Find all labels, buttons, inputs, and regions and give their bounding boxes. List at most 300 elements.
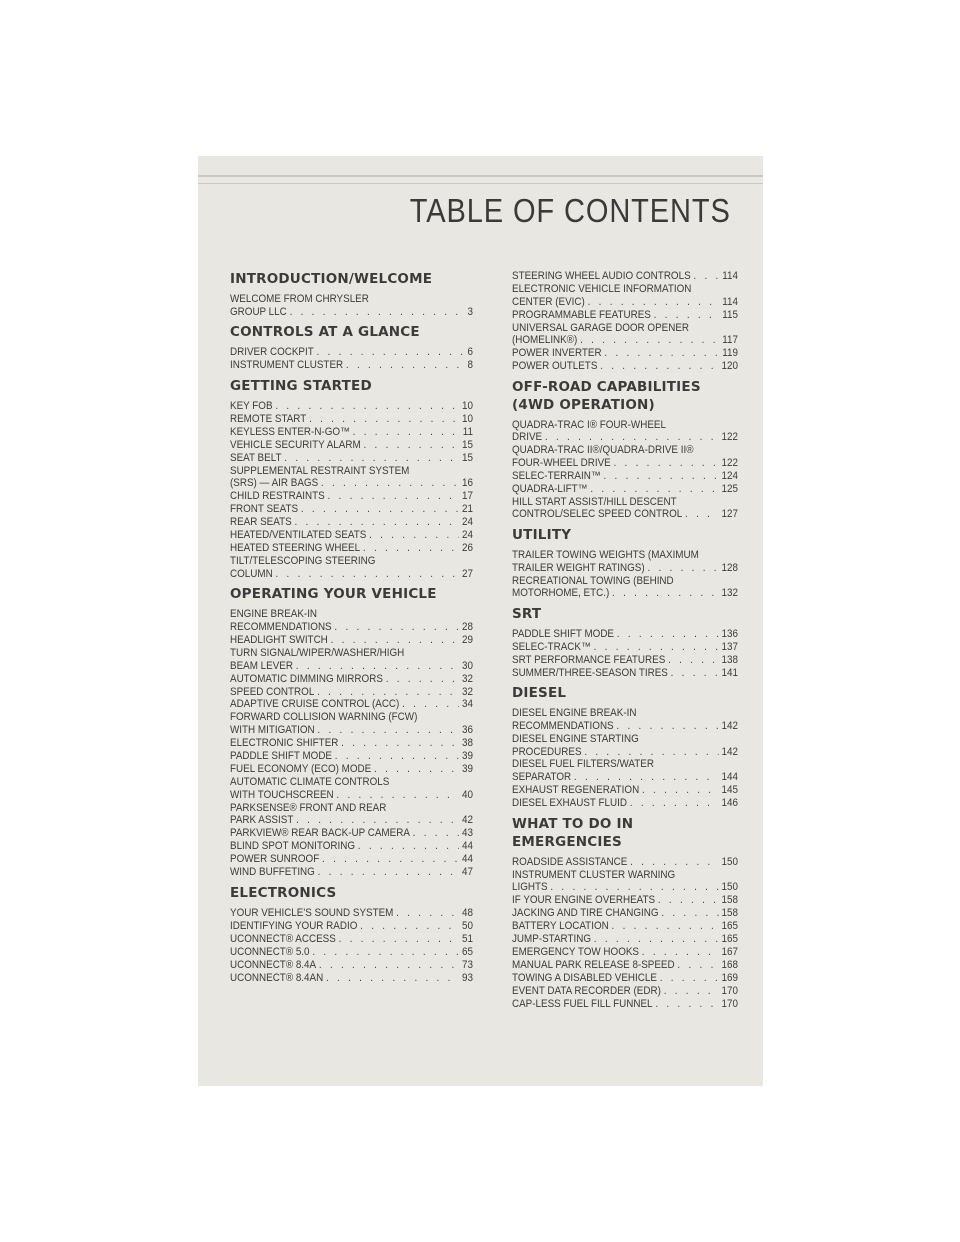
dot-leader [600, 360, 719, 373]
page-number: 26 [461, 542, 473, 555]
dot-leader [658, 894, 719, 907]
entry-title: FRONT SEATS [230, 503, 299, 516]
dot-leader [630, 797, 719, 810]
toc-entry[interactable] [512, 733, 738, 758]
dot-leader [317, 346, 465, 359]
dot-leader [671, 667, 719, 680]
entry-title: WITH TOUCHSCREEN [230, 788, 334, 801]
entry-title: UCONNECT® 8.4AN [230, 971, 324, 984]
dot-leader [630, 856, 719, 869]
toc-entry[interactable] [512, 933, 738, 946]
page-number: 10 [461, 412, 473, 425]
page-number: 127 [721, 508, 738, 521]
dot-leader [294, 516, 459, 529]
toc-entry[interactable] [512, 575, 738, 600]
page-number: 27 [461, 567, 473, 580]
entry-title: PARK ASSIST [230, 814, 294, 827]
page-number: 6 [467, 346, 473, 359]
toc-entry[interactable] [512, 667, 738, 680]
entry-title-line: PARKSENSE® FRONT AND REAR [230, 801, 387, 814]
toc-entry[interactable] [230, 673, 473, 686]
section-heading: SRT [512, 605, 542, 622]
toc-entry[interactable] [512, 894, 738, 907]
entry-title-line: TRAILER TOWING WEIGHTS (MAXIMUM [512, 549, 699, 562]
dot-leader [545, 431, 719, 444]
page-number: 28 [461, 620, 473, 633]
entry-title: ADAPTIVE CRUISE CONTROL (ACC) [230, 698, 400, 711]
top-rule [198, 175, 763, 177]
dot-leader [664, 985, 719, 998]
entry-title: WITH MITIGATION [230, 724, 315, 737]
section-heading: CONTROLS AT A GLANCE [230, 324, 420, 341]
page-number: 8 [467, 359, 473, 372]
toc-entry[interactable] [512, 907, 738, 920]
entry-title: HEADLIGHT SWITCH [230, 633, 328, 646]
entry-title-line: ELECTRONIC VEHICLE INFORMATION [512, 282, 692, 295]
page-number: 119 [722, 347, 738, 360]
page-number: 16 [461, 477, 473, 490]
page-number: 48 [461, 906, 473, 919]
entry-title: POWER INVERTER [512, 347, 602, 360]
page-number: 24 [461, 529, 473, 542]
entry-title: DIESEL EXHAUST FLUID [512, 797, 627, 810]
page-number: 73 [461, 958, 473, 971]
toc-entry[interactable] [230, 439, 473, 452]
entry-title-line: UNIVERSAL GARAGE DOOR OPENER [512, 321, 690, 334]
dot-leader [326, 972, 459, 985]
entry-title-line: DIESEL ENGINE BREAK-IN [512, 707, 637, 720]
toc-section [230, 585, 473, 878]
toc-section [512, 684, 738, 809]
page-title: TABLE OF CONTENTS [410, 192, 731, 229]
page-number: 137 [721, 640, 738, 653]
entry-title: (HOMELINK®) [512, 334, 578, 347]
dot-leader [661, 907, 718, 920]
dot-leader [336, 789, 459, 802]
toc-section [512, 605, 738, 680]
page-number: 39 [461, 763, 473, 776]
page-number: 51 [461, 932, 473, 945]
page-number: 122 [721, 431, 738, 444]
toc-entry[interactable] [512, 972, 738, 985]
entry-title: INSTRUMENT CLUSTER [230, 359, 344, 372]
entry-title: RECOMMENDATIONS [512, 719, 614, 732]
page-number: 170 [721, 985, 738, 998]
page-number: 170 [721, 998, 738, 1011]
dot-leader [677, 959, 718, 972]
page-number: 150 [721, 881, 738, 894]
section-heading: OPERATING YOUR VEHICLE [230, 586, 437, 603]
dot-leader [328, 490, 460, 503]
section-heading: ELECTRONICS [230, 884, 337, 901]
page-number: 117 [722, 334, 738, 347]
entry-title: GROUP LLC [230, 305, 287, 318]
page-number: 40 [461, 788, 473, 801]
dot-leader [275, 568, 459, 581]
toc-section [512, 378, 738, 521]
toc-entry[interactable] [512, 654, 738, 667]
dot-leader [660, 972, 719, 985]
page-number: 132 [721, 587, 738, 600]
page-number: 17 [461, 490, 473, 503]
entry-title: IF YOUR ENGINE OVERHEATS [512, 894, 656, 907]
page-number: 30 [461, 659, 473, 672]
page-number: 165 [721, 920, 738, 933]
toc-entry[interactable] [230, 776, 473, 801]
page-number: 124 [721, 469, 738, 482]
toc-entry[interactable] [512, 549, 738, 574]
toc-entry[interactable] [230, 933, 473, 946]
toc-entry[interactable] [512, 998, 738, 1011]
entry-title: FOUR-WHEEL DRIVE [512, 456, 611, 469]
entry-title: PROGRAMMABLE FEATURES [512, 308, 651, 321]
section-heading: INTRODUCTION/WELCOME [230, 271, 433, 287]
dot-leader [363, 542, 459, 555]
dot-leader [346, 359, 465, 372]
dot-leader [642, 946, 719, 959]
page-number: 38 [461, 737, 473, 750]
page-number: 115 [722, 308, 738, 321]
dot-leader [312, 946, 459, 959]
entry-title: HEATED STEERING WHEEL [230, 542, 361, 555]
dot-leader [360, 920, 459, 933]
entry-title-line: TURN SIGNAL/WIPER/WASHER/HIGH [230, 646, 405, 659]
toc-section [512, 526, 738, 600]
toc-entry[interactable] [230, 711, 473, 736]
toc-entry[interactable] [512, 641, 738, 654]
page-number: 145 [721, 784, 738, 797]
toc-entry[interactable] [512, 309, 738, 322]
entry-title-line: HILL START ASSIST/HILL DESCENT [512, 495, 677, 508]
toc-entry[interactable] [230, 959, 473, 972]
dot-leader [413, 827, 459, 840]
toc-entry[interactable] [230, 529, 473, 542]
section-heading: WHAT TO DO IN EMERGENCIES [512, 815, 634, 850]
toc-entry[interactable] [230, 853, 473, 866]
dot-leader [693, 270, 719, 283]
section-heading: UTILITY [512, 527, 572, 544]
entry-title: SELEC-TERRAIN™ [512, 469, 601, 482]
entry-title-line: TILT/TELESCOPING STEERING [230, 555, 376, 568]
entry-title-line: AUTOMATIC CLIMATE CONTROLS [230, 776, 390, 788]
entry-title: JACKING AND TIRE CHANGING [512, 907, 659, 920]
entry-title: TOWING A DISABLED VEHICLE [512, 972, 657, 985]
entry-title: SRT PERFORMANCE FEATURES [512, 653, 666, 666]
page-number: 138 [721, 653, 738, 666]
section-heading: OFF-ROAD CAPABILITIES (4WD OPERATION) [512, 378, 701, 413]
entry-title: KEY FOB [230, 399, 273, 412]
dot-leader [296, 814, 459, 827]
entry-title: SPEED CONTROL [230, 685, 315, 698]
toc-entry[interactable] [230, 555, 473, 580]
toc-entry[interactable] [512, 707, 738, 732]
toc-entry[interactable] [230, 972, 473, 985]
entry-title: BEAM LEVER [230, 659, 293, 672]
dot-leader [574, 771, 719, 784]
dot-leader [654, 309, 720, 322]
toc-entry[interactable] [230, 946, 473, 959]
page-number: 42 [461, 814, 473, 827]
entry-title: ROADSIDE ASSISTANCE [512, 855, 628, 868]
entry-title: BATTERY LOCATION [512, 920, 609, 933]
page-number: 29 [461, 633, 473, 646]
entry-title: AUTOMATIC DIMMING MIRRORS [230, 672, 383, 685]
page-number: 32 [461, 685, 473, 698]
entry-title: COLUMN [230, 567, 273, 580]
page-number: 142 [721, 745, 738, 758]
section-heading: DIESEL [512, 685, 567, 702]
page-number: 168 [721, 959, 738, 972]
toc-column-right [512, 270, 738, 1016]
entry-title: POWER SUNROOF [230, 853, 320, 866]
entry-title: REAR SEATS [230, 516, 292, 529]
page-number: 32 [461, 672, 473, 685]
toc-entry[interactable] [230, 400, 473, 413]
entry-title: PADDLE SHIFT MODE [512, 627, 615, 640]
entry-title: MOTORHOME, ETC.) [512, 587, 610, 600]
toc-section [230, 270, 473, 318]
toc-entry[interactable] [512, 419, 738, 444]
toc-section [230, 884, 473, 985]
toc-entry[interactable] [512, 758, 738, 783]
entry-title: VEHICLE SECURITY ALARM [230, 438, 361, 451]
toc-page [198, 156, 763, 1086]
dot-leader [588, 296, 720, 309]
entry-title: FUEL ECONOMY (ECO) MODE [230, 763, 372, 776]
page-number: 144 [721, 771, 738, 784]
dot-leader [616, 720, 718, 733]
page-number: 146 [721, 797, 738, 810]
entry-title: WIND BUFFETING [230, 866, 315, 879]
dot-leader [319, 959, 459, 972]
page-number: 50 [461, 919, 473, 932]
page-number: 34 [461, 698, 473, 711]
toc-entry[interactable] [230, 293, 473, 318]
toc-entry[interactable] [230, 426, 473, 439]
dot-leader [374, 763, 459, 776]
entry-title-line: DIESEL ENGINE STARTING [512, 732, 639, 745]
entry-title: CAP-LESS FUEL FILL FUNNEL [512, 998, 653, 1011]
entry-title: UCONNECT® 5.0 [230, 945, 310, 958]
entry-title-line: QUADRA-TRAC I® FOUR-WHEEL [512, 418, 666, 431]
entry-title: BLIND SPOT MONITORING [230, 840, 355, 853]
entry-title-line: DIESEL FUEL FILTERS/WATER [512, 758, 654, 771]
entry-title: SELEC-TRACK™ [512, 640, 591, 653]
dot-leader [590, 483, 718, 496]
page-number: 24 [461, 516, 473, 529]
page-number: 165 [721, 933, 738, 946]
toc-entry[interactable] [230, 802, 473, 827]
toc-entry[interactable] [512, 283, 738, 308]
dot-leader [321, 477, 459, 490]
dot-leader [317, 686, 459, 699]
entry-title: EVENT DATA RECORDER (EDR) [512, 985, 661, 998]
page-number: 167 [721, 946, 738, 959]
page-number: 150 [721, 855, 738, 868]
entry-title: RECOMMENDATIONS [230, 620, 332, 633]
page-number: 93 [461, 971, 473, 984]
entry-title: (SRS) — AIR BAGS [230, 477, 319, 490]
page-number: 43 [461, 827, 473, 840]
dot-leader [296, 660, 459, 673]
dot-leader [331, 634, 460, 647]
entry-title: YOUR VEHICLE'S SOUND SYSTEM [230, 906, 394, 919]
toc-entry[interactable] [230, 907, 473, 920]
toc-entry[interactable] [230, 866, 473, 879]
entry-title-line: ENGINE BREAK-IN [230, 608, 318, 621]
page-number: 39 [461, 750, 473, 763]
dot-leader [369, 529, 459, 542]
page-number: 114 [722, 295, 738, 308]
toc-entry[interactable] [230, 359, 473, 372]
toc-entry[interactable] [230, 634, 473, 647]
toc-entry[interactable] [512, 444, 738, 469]
dot-leader [612, 920, 719, 933]
toc-entry[interactable] [230, 542, 473, 555]
entry-title-line: RECREATIONAL TOWING (BEHIND [512, 574, 674, 587]
toc-entry[interactable] [230, 503, 473, 516]
toc-entry[interactable] [230, 840, 473, 853]
dot-leader [655, 998, 718, 1011]
entry-title: MANUAL PARK RELEASE 8-SPEED [512, 959, 675, 972]
dot-leader [284, 452, 459, 465]
toc-entry[interactable] [230, 452, 473, 465]
page-number: 11 [462, 425, 473, 438]
toc-entry[interactable] [230, 737, 473, 750]
dot-leader [584, 746, 718, 759]
dot-leader [301, 503, 459, 516]
toc-entry[interactable] [230, 516, 473, 529]
toc-column-left [230, 270, 473, 989]
toc-entry[interactable] [512, 360, 738, 373]
entry-title: STEERING WHEEL AUDIO CONTROLS [512, 270, 691, 282]
toc-entry[interactable] [230, 608, 473, 633]
page-number: 44 [461, 840, 473, 853]
dot-leader [668, 654, 719, 667]
dot-leader [396, 907, 459, 920]
entry-title: REMOTE START [230, 412, 307, 425]
page-number: 10 [461, 399, 473, 412]
toc-entry[interactable] [512, 628, 738, 641]
dot-leader [617, 628, 719, 641]
page-number: 21 [461, 503, 473, 516]
toc-entry[interactable] [512, 856, 738, 869]
entry-title-line: QUADRA-TRAC II®/QUADRA-DRIVE II® [512, 444, 694, 457]
entry-title: HEATED/VENTILATED SEATS [230, 529, 367, 542]
page-number: 158 [721, 907, 738, 920]
toc-entry[interactable] [512, 483, 738, 496]
entry-title: CHILD RESTRAINTS [230, 490, 325, 503]
entry-title: SEAT BELT [230, 451, 282, 464]
entry-title: ELECTRONIC SHIFTER [230, 737, 339, 750]
page-number: 169 [721, 972, 738, 985]
dot-leader [275, 400, 459, 413]
entry-title: QUADRA-LIFT™ [512, 482, 588, 495]
page-number: 128 [721, 561, 738, 574]
toc-section [512, 270, 738, 373]
toc-entry[interactable] [512, 869, 738, 894]
entry-title: KEYLESS ENTER-N-GO™ [230, 425, 350, 438]
toc-section [230, 323, 473, 372]
entry-title: LIGHTS [512, 881, 548, 894]
toc-entry[interactable] [512, 985, 738, 998]
dot-leader [614, 457, 719, 470]
toc-entry[interactable] [230, 686, 473, 699]
toc-entry[interactable] [230, 698, 473, 711]
entry-title: SUMMER/THREE-SEASON TIRES [512, 666, 668, 679]
toc-entry[interactable] [512, 784, 738, 797]
entry-title: CENTER (EVIC) [512, 295, 585, 308]
toc-entry[interactable] [512, 959, 738, 972]
entry-title: TRAILER WEIGHT RATINGS) [512, 561, 645, 574]
toc-entry[interactable] [512, 797, 738, 810]
entry-title-line: SUPPLEMENTAL RESTRAINT SYSTEM [230, 464, 410, 477]
dot-leader [341, 737, 459, 750]
page-number: 44 [461, 853, 473, 866]
dot-leader [647, 562, 718, 575]
toc-entry[interactable] [512, 347, 738, 360]
dot-leader [550, 881, 718, 894]
entry-title: POWER OUTLETS [512, 360, 598, 373]
toc-entry[interactable] [512, 270, 738, 283]
toc-entry[interactable] [230, 750, 473, 763]
toc-entry[interactable] [230, 465, 473, 490]
entry-title: PARKVIEW® REAR BACK-UP CAMERA [230, 827, 410, 840]
toc-entry[interactable] [230, 490, 473, 503]
dot-leader [322, 853, 459, 866]
toc-section [512, 815, 738, 1011]
dot-leader [363, 439, 459, 452]
toc-entry[interactable] [230, 827, 473, 840]
toc-entry[interactable] [230, 647, 473, 672]
page-number: 114 [722, 270, 738, 282]
entry-title: DRIVER COCKPIT [230, 346, 314, 359]
toc-entry[interactable] [230, 920, 473, 933]
dot-leader [594, 933, 719, 946]
toc-entry[interactable] [230, 763, 473, 776]
entry-title: IDENTIFYING YOUR RADIO [230, 919, 358, 932]
page-number: 142 [721, 719, 738, 732]
toc-entry[interactable] [512, 920, 738, 933]
page-number: 136 [721, 627, 738, 640]
dot-leader [339, 933, 460, 946]
toc-entry[interactable] [230, 413, 473, 426]
dot-leader [386, 673, 459, 686]
entry-title: EXHAUST REGENERATION [512, 784, 640, 797]
dot-leader [604, 347, 719, 360]
entry-title: SEPARATOR [512, 771, 572, 784]
toc-entry[interactable] [230, 346, 473, 359]
entry-title: PADDLE SHIFT MODE [230, 750, 333, 763]
dot-leader [612, 587, 719, 600]
page-number: 120 [721, 360, 738, 373]
toc-entry[interactable] [512, 496, 738, 521]
dot-leader [353, 426, 460, 439]
dot-leader [317, 724, 459, 737]
entry-title: JUMP-STARTING [512, 933, 592, 946]
entry-title-line: WELCOME FROM CHRYSLER [230, 293, 369, 305]
toc-entry[interactable] [512, 946, 738, 959]
page-number: 47 [461, 866, 473, 879]
entry-title: CONTROL/SELEC SPEED CONTROL [512, 508, 683, 521]
page-number: 122 [721, 456, 738, 469]
dot-leader [580, 334, 719, 347]
toc-entry[interactable] [512, 322, 738, 347]
toc-entry[interactable] [512, 470, 738, 483]
dot-leader [642, 784, 719, 797]
dot-leader [402, 698, 459, 711]
entry-title: UCONNECT® ACCESS [230, 932, 336, 945]
